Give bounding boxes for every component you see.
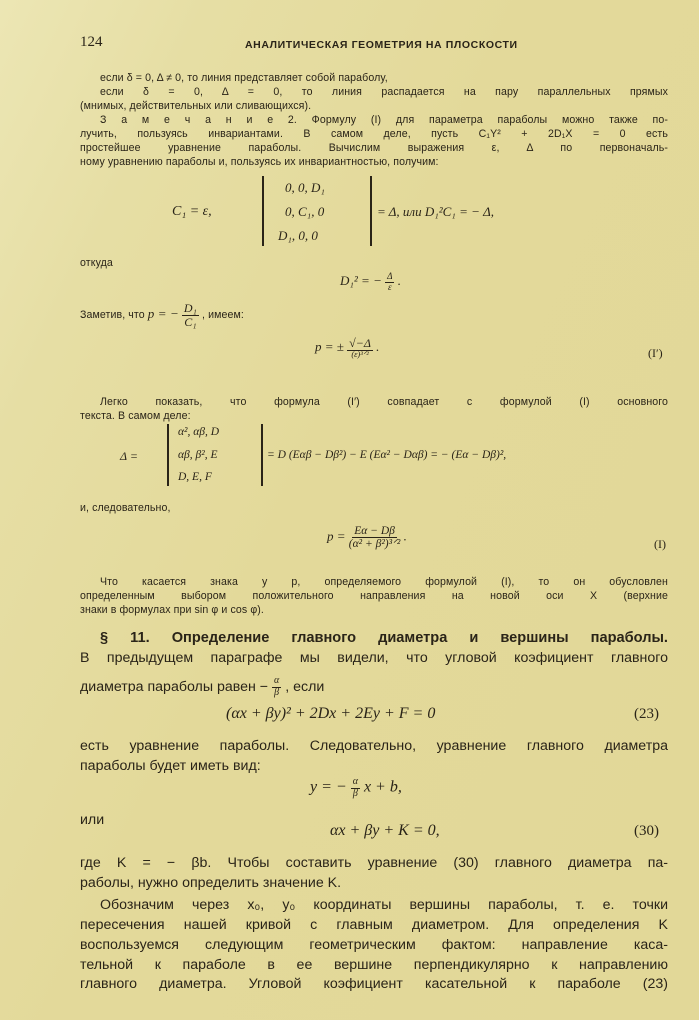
numerator: Δ	[387, 271, 393, 281]
eq-label: (I)	[654, 537, 666, 551]
det2-lhs: Δ =	[120, 449, 138, 463]
det2-bar-right	[261, 424, 263, 486]
eq-y	[310, 777, 402, 799]
text-line: есть уравнение параболы. Следовательно, уравнение главного диаметра	[80, 738, 668, 754]
eq-lhs: D₁² = −	[340, 273, 382, 289]
eq-30: αx + βy + K = 0,	[330, 822, 440, 839]
eq-lhs: p = ±	[315, 339, 344, 355]
text-line: Легко показать, что формула (I′) совпадает с формулой (I) основного	[100, 396, 668, 408]
det1-bar-left	[262, 176, 264, 246]
text: Заметив, что	[80, 308, 148, 321]
section-heading: § 11. Определение главного диаметра и вершины параболы.	[100, 630, 668, 646]
numerator: D₁	[183, 301, 197, 315]
text-line: В предыдущем параграфе мы видели, что угловой коэфициент главного	[80, 650, 668, 666]
text-line	[80, 302, 244, 328]
text: , если	[285, 678, 325, 695]
text-line: главного диаметра. Угловой коэфициент касательной к параболе (23)	[80, 976, 668, 992]
det1-row: 0, 0, D₁	[285, 180, 325, 195]
text-line: простейшее уравнение параболы. Вычислим выражения ε, Δ по первоначаль-	[80, 142, 668, 154]
text-line: З а м е ч а н и е 2. Формулу (I) для параметра параболы можно также по-	[100, 114, 668, 126]
text-line: если δ = 0, Δ ≠ 0, то линия представляет собой параболу,	[100, 72, 388, 84]
text: диаметра параболы равен −	[80, 678, 269, 695]
eq-p2	[327, 525, 407, 550]
eq-label: (30)	[634, 823, 659, 839]
text-line: раболы, нужно определить значение K.	[80, 875, 342, 891]
text-line: знаки в формулах при sin φ и cos φ).	[80, 604, 264, 616]
eq-end: .	[403, 528, 407, 544]
eq-label: (I′)	[648, 346, 663, 360]
numerator: α	[352, 776, 358, 787]
eq-p1	[315, 337, 379, 359]
eq-end: .	[376, 339, 380, 355]
text-line: откуда	[80, 257, 113, 269]
eq-lhs: y = −	[310, 778, 347, 796]
running-title: АНАЛИТИЧЕСКАЯ ГЕОМЕТРИЯ НА ПЛОСКОСТИ	[245, 39, 518, 51]
det2-row: α², αβ, D	[178, 426, 220, 438]
eq-label: (23)	[634, 706, 659, 722]
text-line: пересечения нашей кривой с главным диаметром. Для определения K	[80, 917, 668, 933]
numerator: √−Δ	[349, 336, 371, 350]
det2-row: D, E, F	[178, 471, 212, 483]
text-line: где K = − βb. Чтобы составить уравнение (30) главного диаметра па-	[80, 855, 668, 871]
text-line: тельной к параболе в ее вершине перпендикулярно к направлению	[80, 957, 668, 973]
denominator: (α² + β²)³ᐟ²	[348, 538, 401, 551]
text-line: и, следовательно,	[80, 502, 171, 514]
text-line: воспользуемся следующим геометрическим фактом: направление каса-	[80, 937, 668, 953]
denominator: β	[352, 787, 358, 799]
text-line: (мнимых, действительных или сливающихся).	[80, 100, 312, 112]
det2-bar-left	[167, 424, 169, 486]
denominator: C₁	[184, 314, 197, 329]
text-line: ному уравнению параболы и, пользуясь их инвариантностью, получим:	[80, 156, 439, 168]
det1-row: D₁, 0, 0	[278, 228, 318, 243]
text-line: Что касается знака у p, определяемого формулой (I), то он обусловлен	[100, 576, 668, 588]
denominator: β	[274, 686, 280, 698]
numerator: α	[274, 675, 280, 686]
text-line: определенным выбором положительного направления на новой оси X (верхние	[80, 590, 668, 602]
text-line: текста. В самом деле:	[80, 410, 191, 422]
denominator: (ε)³ᐟ²	[351, 349, 369, 359]
det1-bar-right	[370, 176, 372, 246]
eq-end: .	[397, 273, 401, 289]
page-number: 124	[80, 34, 103, 50]
text-line: Обозначим через x₀, y₀ координаты вершины параболы, т. е. точки	[100, 897, 668, 913]
text-line: параболы будет иметь вид:	[80, 758, 261, 774]
eq-lhs: p = −	[147, 305, 179, 321]
eq-d1	[340, 272, 401, 292]
det1-lhs: C₁ = ε,	[172, 204, 212, 219]
text-line: если δ = 0, Δ = 0, то линия распадается на пару параллельных прямых	[100, 86, 668, 98]
det1-rhs: = Δ, или D₁²C₁ = − Δ,	[377, 204, 495, 219]
eq-23: (αx + βy)² + 2Dx + 2Ey + F = 0	[226, 705, 436, 722]
text-line: лучить, пользуясь инвариантами. В самом деле, пусть C₁Y² + 2D₁X = 0 есть	[80, 128, 668, 140]
text-line	[80, 676, 324, 698]
det2-rhs: = D (Eαβ − Dβ²) − E (Eα² − Dαβ) = − (Eα − Dβ)²,	[267, 449, 507, 461]
text-line: или	[80, 812, 105, 828]
numerator: Eα − Dβ	[354, 525, 395, 537]
text: , имеем:	[201, 308, 244, 321]
eq-lhs: p =	[327, 528, 346, 544]
det1-row: 0, C₁, 0	[285, 204, 325, 219]
det2-row: αβ, β², E	[178, 449, 218, 461]
eq-rhs: x + b,	[363, 778, 402, 796]
denominator: ε	[387, 281, 392, 292]
